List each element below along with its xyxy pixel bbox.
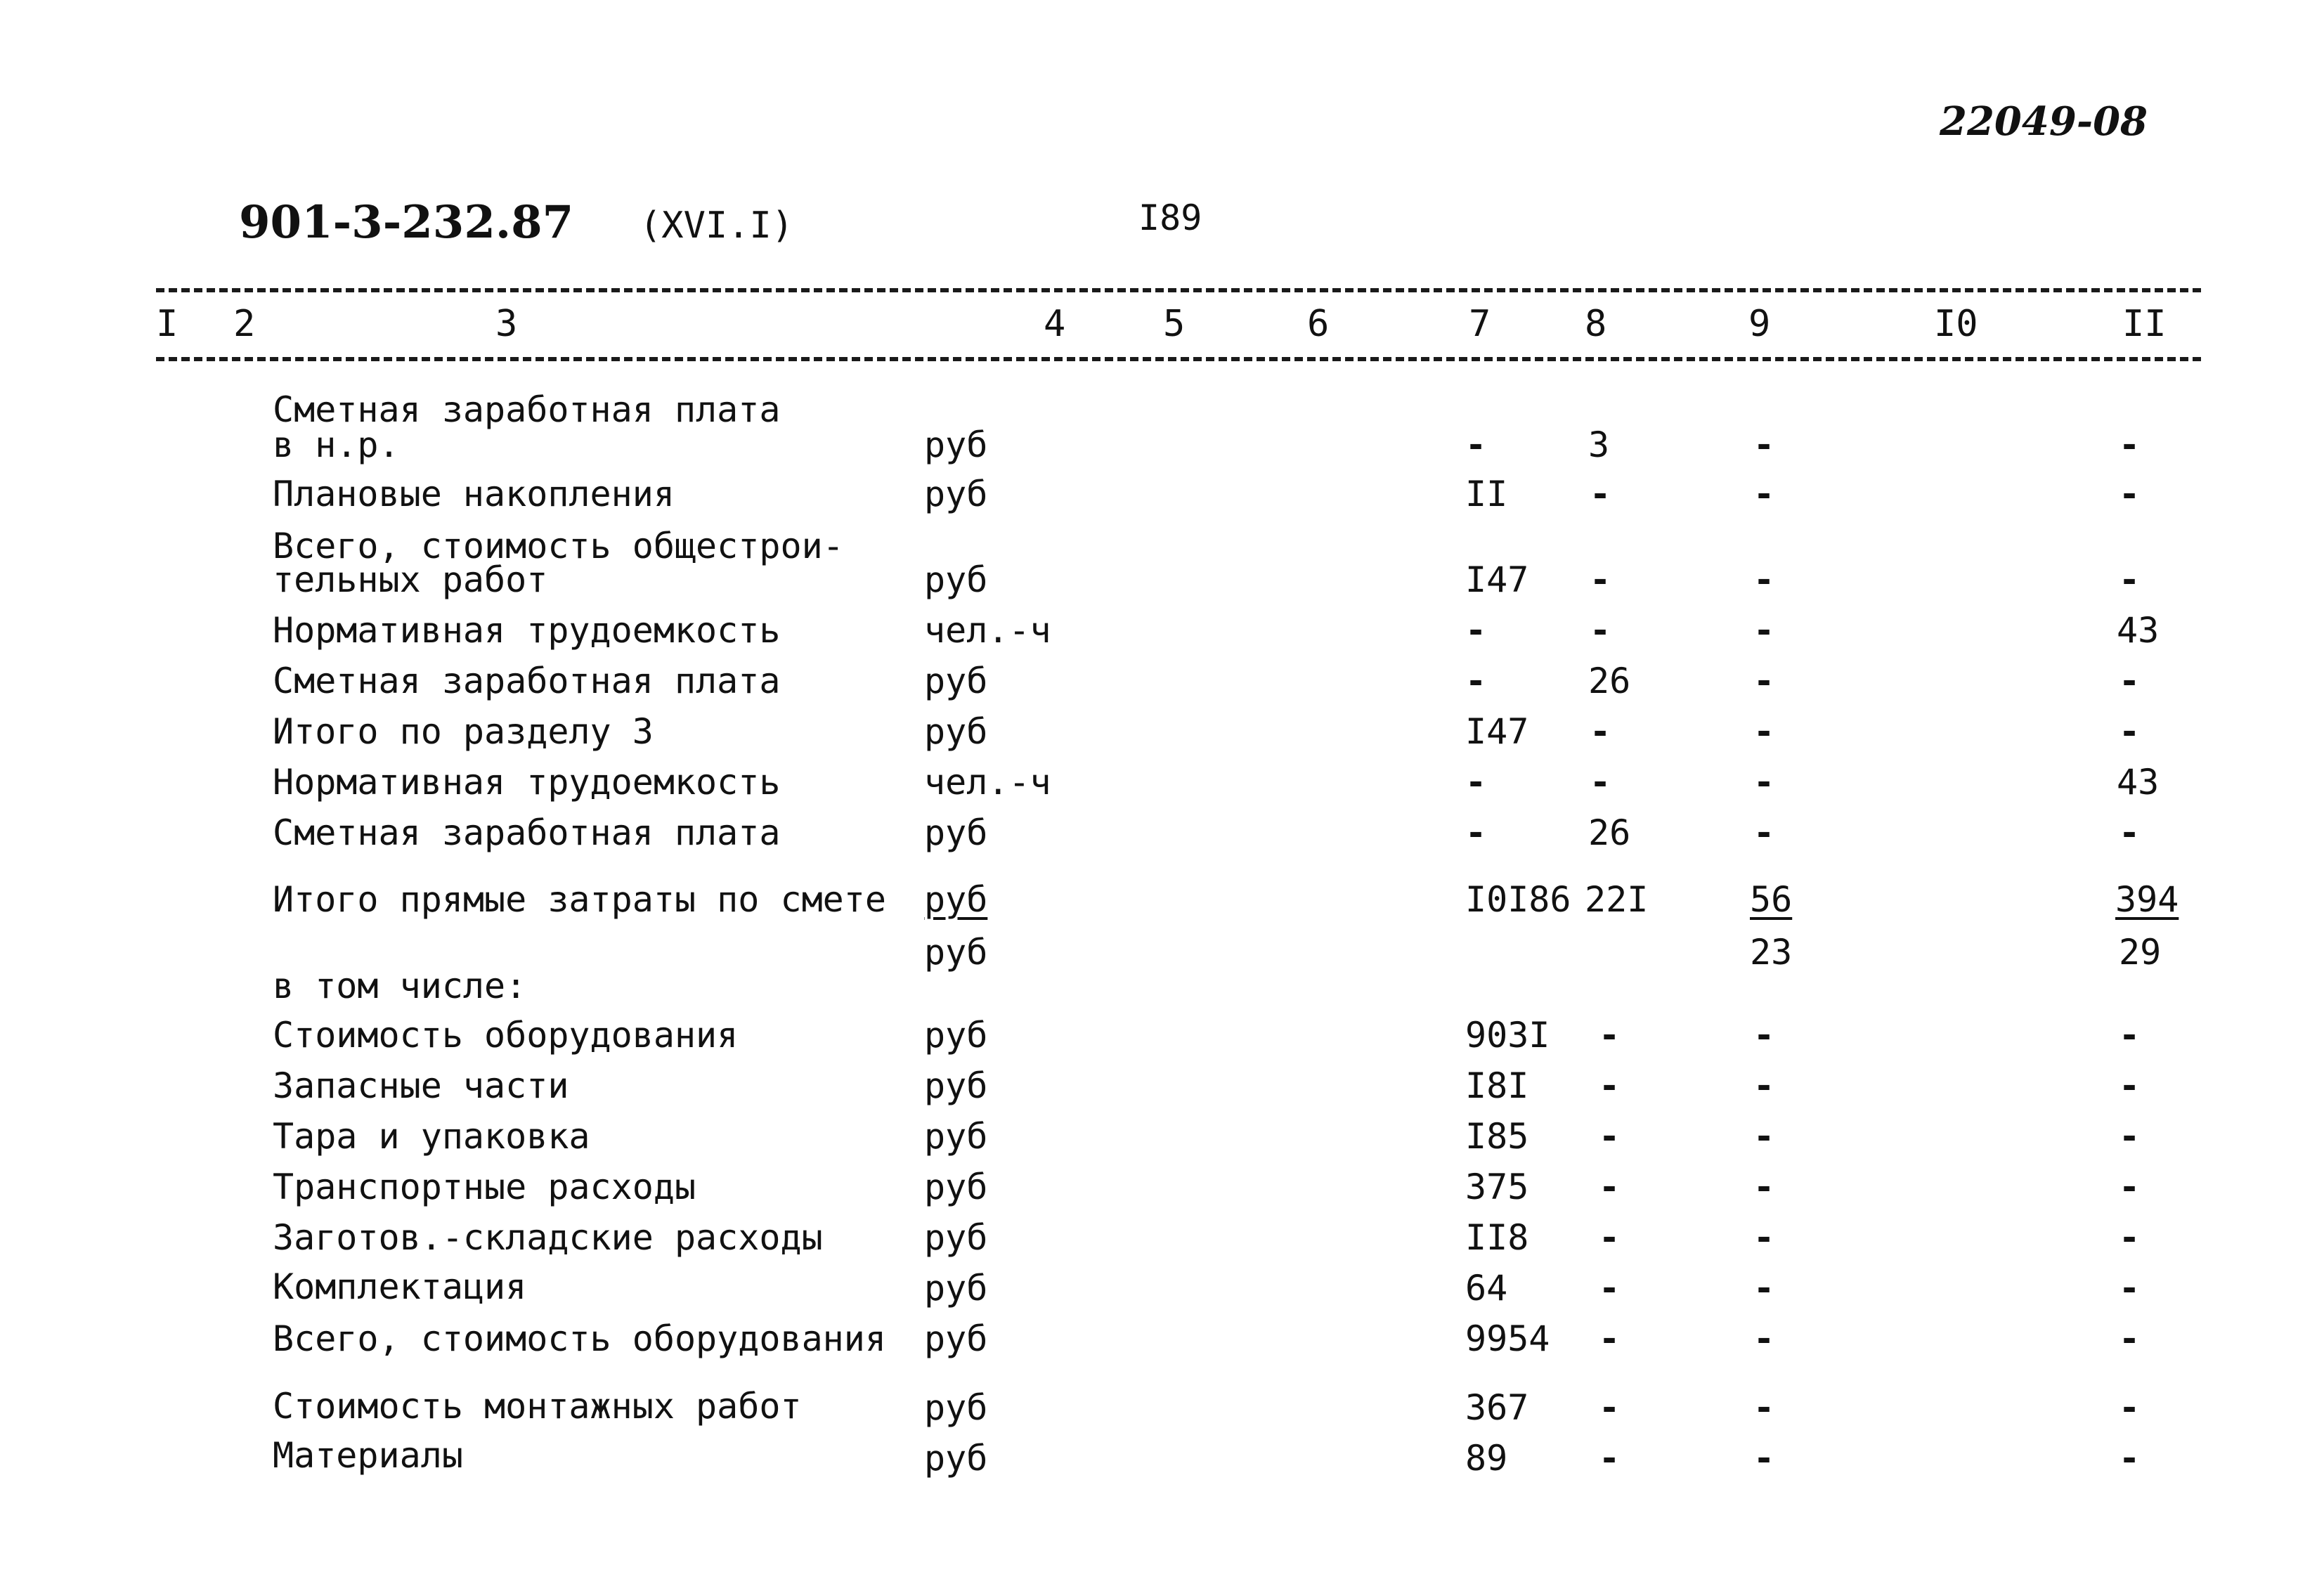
row-unit: руб (924, 1387, 988, 1428)
col11-value: 29 (2119, 932, 2162, 973)
col11-value: - (2119, 812, 2141, 853)
row-name: Нормативная трудоемкость (273, 762, 781, 803)
row-name: Комплектация (273, 1266, 527, 1307)
col11-value: 43 (2117, 762, 2160, 803)
col7-value: 64 (1465, 1268, 1508, 1309)
row-name: в н.р. (273, 424, 400, 465)
col8-value: - (1599, 1387, 1621, 1428)
row-unit: руб (924, 1065, 988, 1106)
col11-value: - (2119, 1217, 2141, 1258)
col8-value: - (1590, 610, 1611, 651)
col8-value: - (1599, 1318, 1621, 1359)
col9-value: - (1753, 812, 1775, 853)
col9-value: - (1753, 424, 1775, 465)
col7-value: - (1465, 424, 1487, 465)
row-unit: чел.-ч (924, 762, 1051, 803)
column-number: 4 (1044, 303, 1066, 345)
row-name: Материалы (273, 1435, 463, 1476)
row-unit: руб (924, 932, 988, 973)
col8-value: - (1599, 1268, 1621, 1309)
col7-value: - (1465, 661, 1487, 701)
section-code: (XVI.I) (640, 205, 794, 247)
column-number: 5 (1163, 303, 1186, 345)
col8-value: - (1599, 1438, 1621, 1479)
col7-value: 9954 (1465, 1318, 1550, 1359)
col8-value: - (1590, 559, 1611, 600)
column-number: 9 (1748, 303, 1771, 345)
col9-value: - (1753, 1387, 1775, 1428)
col11-value: 394 (2115, 879, 2179, 920)
document-code: 901-3-232.87 (239, 196, 574, 249)
row-name: Стоимость монтажных работ (273, 1386, 802, 1427)
row-unit: руб (924, 1438, 988, 1479)
column-number: 7 (1469, 303, 1491, 345)
col7-value: I47 (1465, 559, 1529, 600)
col8-value: 3 (1588, 424, 1610, 465)
column-number: I (156, 303, 178, 345)
column-number: 3 (495, 303, 518, 345)
row-name: Сметная заработная плата (273, 812, 781, 853)
col7-value: I0I86 (1465, 879, 1571, 920)
col9-value: - (1753, 711, 1775, 752)
row-name: Нормативная трудоемкость (273, 610, 781, 651)
col7-value: II (1465, 474, 1508, 514)
row-name: Всего, стоимость общестрои- (273, 526, 844, 566)
col11-value: 43 (2117, 610, 2160, 651)
col8-value: 22I (1585, 879, 1649, 920)
row-name: Стоимость оборудования (273, 1015, 739, 1056)
row-name: Заготов.-складские расходы (273, 1217, 823, 1258)
col9-value: - (1753, 1438, 1775, 1479)
row-unit: руб (924, 711, 988, 752)
row-name: Всего, стоимость оборудования (273, 1318, 886, 1359)
row-unit: руб (924, 812, 988, 853)
header-rule-top (156, 288, 2201, 292)
row-unit: руб (924, 474, 988, 514)
row-name: Плановые накопления (273, 474, 675, 514)
col9-value: 56 (1750, 879, 1793, 920)
col9-value: - (1753, 1268, 1775, 1309)
col11-value: - (2119, 1438, 2141, 1479)
col11-value: - (2119, 1268, 2141, 1309)
col8-value: - (1599, 1167, 1621, 1207)
col7-value: I85 (1465, 1116, 1529, 1157)
row-unit: руб (924, 559, 988, 600)
row-name: Транспортные расходы (273, 1167, 696, 1207)
col9-value: - (1753, 610, 1775, 651)
col8-value: - (1599, 1217, 1621, 1258)
col8-value: - (1599, 1065, 1621, 1106)
row-unit: руб (924, 1318, 988, 1359)
col8-value: - (1590, 762, 1611, 803)
row-name: Запасные части (273, 1065, 569, 1106)
col9-value: - (1753, 1318, 1775, 1359)
col9-value: - (1753, 1116, 1775, 1157)
col7-value: II8 (1465, 1217, 1529, 1258)
column-number: 8 (1585, 303, 1607, 345)
col9-value: - (1753, 559, 1775, 600)
page-number: I89 (1138, 197, 1202, 238)
col7-value: 367 (1465, 1387, 1529, 1428)
col7-value: I8I (1465, 1065, 1529, 1106)
col11-value: - (2119, 1318, 2141, 1359)
row-name: Сметная заработная плата (273, 661, 781, 701)
column-number: I0 (1934, 303, 1978, 345)
col8-value: - (1599, 1015, 1621, 1056)
col9-value: - (1753, 1015, 1775, 1056)
row-name: тельных работ (273, 559, 548, 600)
col9-value: - (1753, 474, 1775, 514)
col8-value: - (1599, 1116, 1621, 1157)
col9-value: - (1753, 661, 1775, 701)
col9-value: - (1753, 1167, 1775, 1207)
row-name: Тара и упаковка (273, 1116, 590, 1157)
col9-value: 23 (1750, 932, 1793, 973)
col9-value: - (1753, 762, 1775, 803)
row-unit: руб (924, 661, 988, 701)
col7-value: 903I (1465, 1015, 1550, 1056)
row-unit: руб (924, 1217, 988, 1258)
col11-value: - (2119, 474, 2141, 514)
col11-value: - (2119, 1065, 2141, 1106)
col7-value: 375 (1465, 1167, 1529, 1207)
column-number: 2 (233, 303, 256, 345)
col8-value: - (1590, 474, 1611, 514)
row-name: Сметная заработная плата (273, 389, 781, 430)
col11-value: - (2119, 1167, 2141, 1207)
col11-value: - (2119, 1015, 2141, 1056)
row-name: Итого по разделу 3 (273, 711, 654, 752)
col11-value: - (2119, 1116, 2141, 1157)
col8-value: - (1590, 711, 1611, 752)
row-unit: руб (924, 1015, 988, 1056)
col8-value: 26 (1588, 812, 1631, 853)
archive-number: 22049-08 (1940, 98, 2148, 145)
col11-value: - (2119, 711, 2141, 752)
col9-value: - (1753, 1217, 1775, 1258)
row-unit: руб (924, 1268, 988, 1309)
column-number: 6 (1307, 303, 1330, 345)
row-unit: руб (924, 879, 988, 920)
col8-value: 26 (1588, 661, 1631, 701)
row-name: Итого прямые затраты по смете (273, 879, 886, 920)
row-unit: руб (924, 424, 988, 465)
row-unit: чел.-ч (924, 610, 1051, 651)
row-name: в том числе: (273, 966, 527, 1006)
col7-value: I47 (1465, 711, 1529, 752)
col11-value: - (2119, 1387, 2141, 1428)
col7-value: - (1465, 762, 1487, 803)
row-unit: руб (924, 1116, 988, 1157)
header-rule-bottom (156, 357, 2201, 361)
col11-value: - (2119, 661, 2141, 701)
col7-value: - (1465, 610, 1487, 651)
column-number: II (2122, 303, 2167, 345)
col11-value: - (2119, 424, 2141, 465)
col11-value: - (2119, 559, 2141, 600)
col7-value: 89 (1465, 1438, 1508, 1479)
col9-value: - (1753, 1065, 1775, 1106)
col7-value: - (1465, 812, 1487, 853)
row-unit: руб (924, 1167, 988, 1207)
